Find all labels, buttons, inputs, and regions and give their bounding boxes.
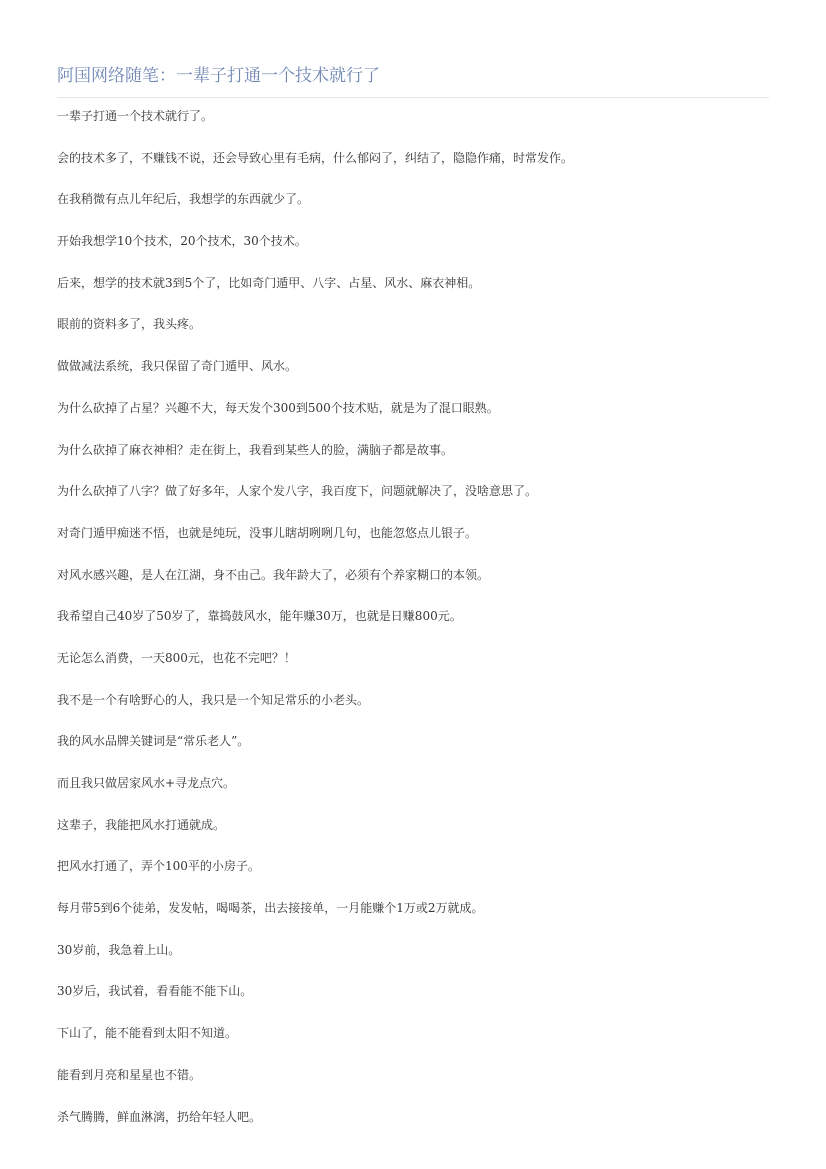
paragraph: 30岁后，我试着，看看能不能下山。: [57, 984, 253, 999]
paragraph: 我希望自己40岁了50岁了，靠捣鼓风水，能年赚30万，也就是日赚800元。: [57, 609, 462, 624]
paragraph: 后来，想学的技术就3到5个了，比如奇门遁甲、八字、占星、风水、麻衣神相。: [57, 275, 481, 290]
paragraph: 为什么砍掉了八字？做了好多年，人家个发八字，我百度下，问题就解决了，没啥意思了。: [57, 484, 538, 499]
paragraph: 30岁前，我急着上山。: [57, 942, 181, 957]
paragraph: 而且我只做居家风水+寻龙点穴。: [57, 776, 236, 790]
article-title: 阿国网络随笔：一辈子打通一个技术就行了: [57, 66, 380, 86]
paragraph: 为什么砍掉了占星？兴趣不大，每天发个300到500个技术贴，就是为了混口眼熟。: [57, 400, 499, 415]
paragraph: 这辈子，我能把风水打通就成。: [57, 817, 226, 832]
paragraph: 眼前的资料多了，我头疼。: [57, 317, 202, 332]
paragraph: 做做减法系统，我只保留了奇门遁甲、风水。: [57, 359, 298, 374]
paragraph: 我的风水品牌关键词是“常乐老人”。: [57, 734, 250, 749]
paragraph: 一辈子打通一个技术就行了。: [57, 109, 214, 123]
paragraph: 能看到月亮和星星也不错。: [57, 1067, 202, 1082]
paragraph: 把风水打通了，弄个100平的小房子。: [57, 859, 260, 874]
paragraph: 开始我想学10个技术，20个技术，30个技术。: [57, 234, 307, 249]
title-divider: [57, 97, 769, 98]
paragraph: 在我稍微有点儿年纪后，我想学的东西就少了。: [57, 192, 310, 207]
article-body: [57, 106, 769, 1148]
paragraph: 我不是一个有啥野心的人，我只是一个知足常乐的小老头。: [57, 692, 370, 707]
paragraph: 下山了，能不能看到太阳不知道。: [57, 1026, 238, 1041]
paragraph: 为什么砍掉了麻衣神相？走在街上，我看到某些人的脸，满脑子都是故事。: [57, 442, 454, 457]
paragraph: 每月带5到6个徒弟，发发帖，喝喝茶，出去接接单，一月能赚个1万或2万就成。: [57, 901, 484, 916]
paragraph: 对风水感兴趣，是人在江湖，身不由己。我年龄大了，必须有个养家糊口的本领。: [57, 567, 490, 582]
paragraph: 对奇门遁甲痴迷不悟，也就是纯玩，没事儿瞎胡咧咧几句，也能忽悠点儿银子。: [57, 525, 478, 540]
paragraph: 会的技术多了，不赚钱不说，还会导致心里有毛病，什么郁闷了，纠结了，隐隐作痛，时常发作。: [57, 150, 574, 165]
paragraph: 杀气腾腾，鲜血淋漓，扔给年轻人吧。: [57, 1109, 262, 1124]
paragraph: 无论怎么消费，一天800元，也花不完吧？！: [57, 650, 296, 665]
